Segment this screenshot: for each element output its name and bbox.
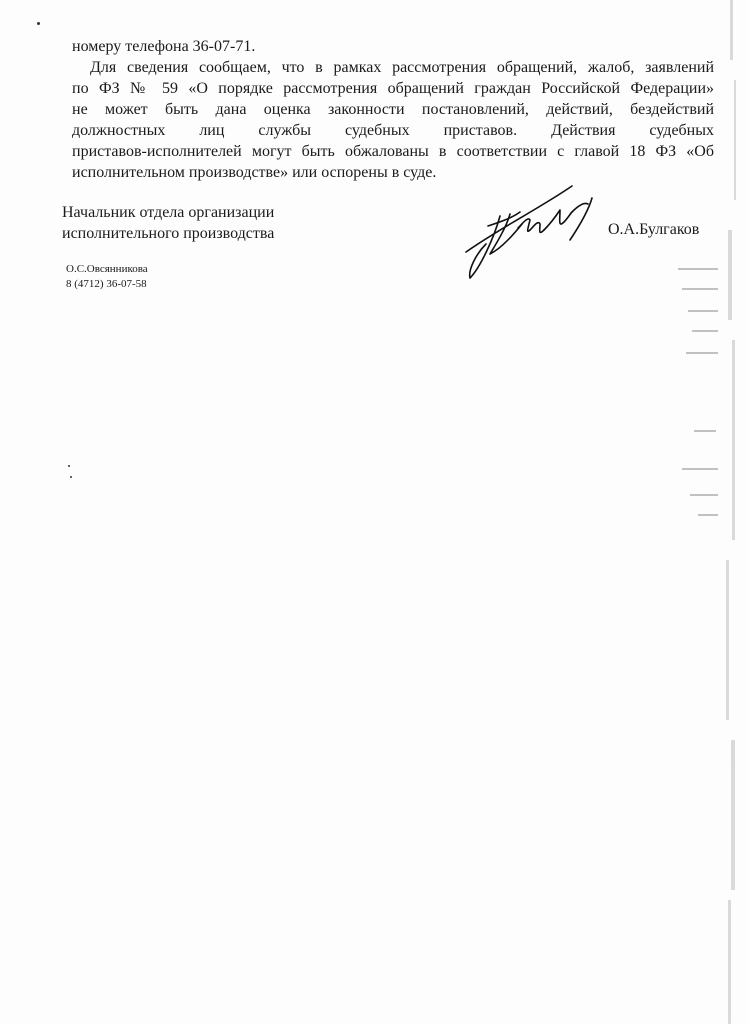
text-line: исполнительном производстве» или оспорены в суде. — [72, 164, 437, 181]
handwritten-signature — [460, 168, 630, 283]
text-line: по ФЗ № 59 «О порядке рассмотрения обращений граждан Российской Федерации» — [72, 80, 714, 97]
scan-speck — [70, 476, 72, 478]
scan-speck — [37, 22, 40, 25]
signer-position — [62, 202, 274, 244]
position-line-2: исполнительного производства — [62, 225, 275, 242]
paragraph-tail: номеру телефона 36-07-71. — [72, 38, 256, 55]
executor-phone: 8 (4712) 36-07-58 — [66, 278, 147, 290]
executor-info — [66, 262, 148, 292]
text-line: Для сведения сообщаем, что в рамках рассмотрения обращений, жалоб, заявлений — [90, 59, 714, 76]
signer-name: О.А.Булгаков — [608, 221, 700, 238]
scan-speck — [68, 465, 70, 467]
paragraph-info — [72, 57, 714, 183]
position-line-1: Начальник отдела организации — [62, 204, 275, 221]
text-line: не может быть дана оценка законности постановлений, действий, бездействий — [72, 101, 714, 118]
text-line: должностных лиц службы судебных приставов. Действия судебных — [72, 122, 714, 139]
letter-body — [72, 36, 714, 183]
executor-name: О.С.Овсянникова — [66, 263, 148, 275]
text-line: приставов-исполнителей могут быть обжалованы в соответствии с главой 18 ФЗ «Об — [72, 143, 714, 160]
